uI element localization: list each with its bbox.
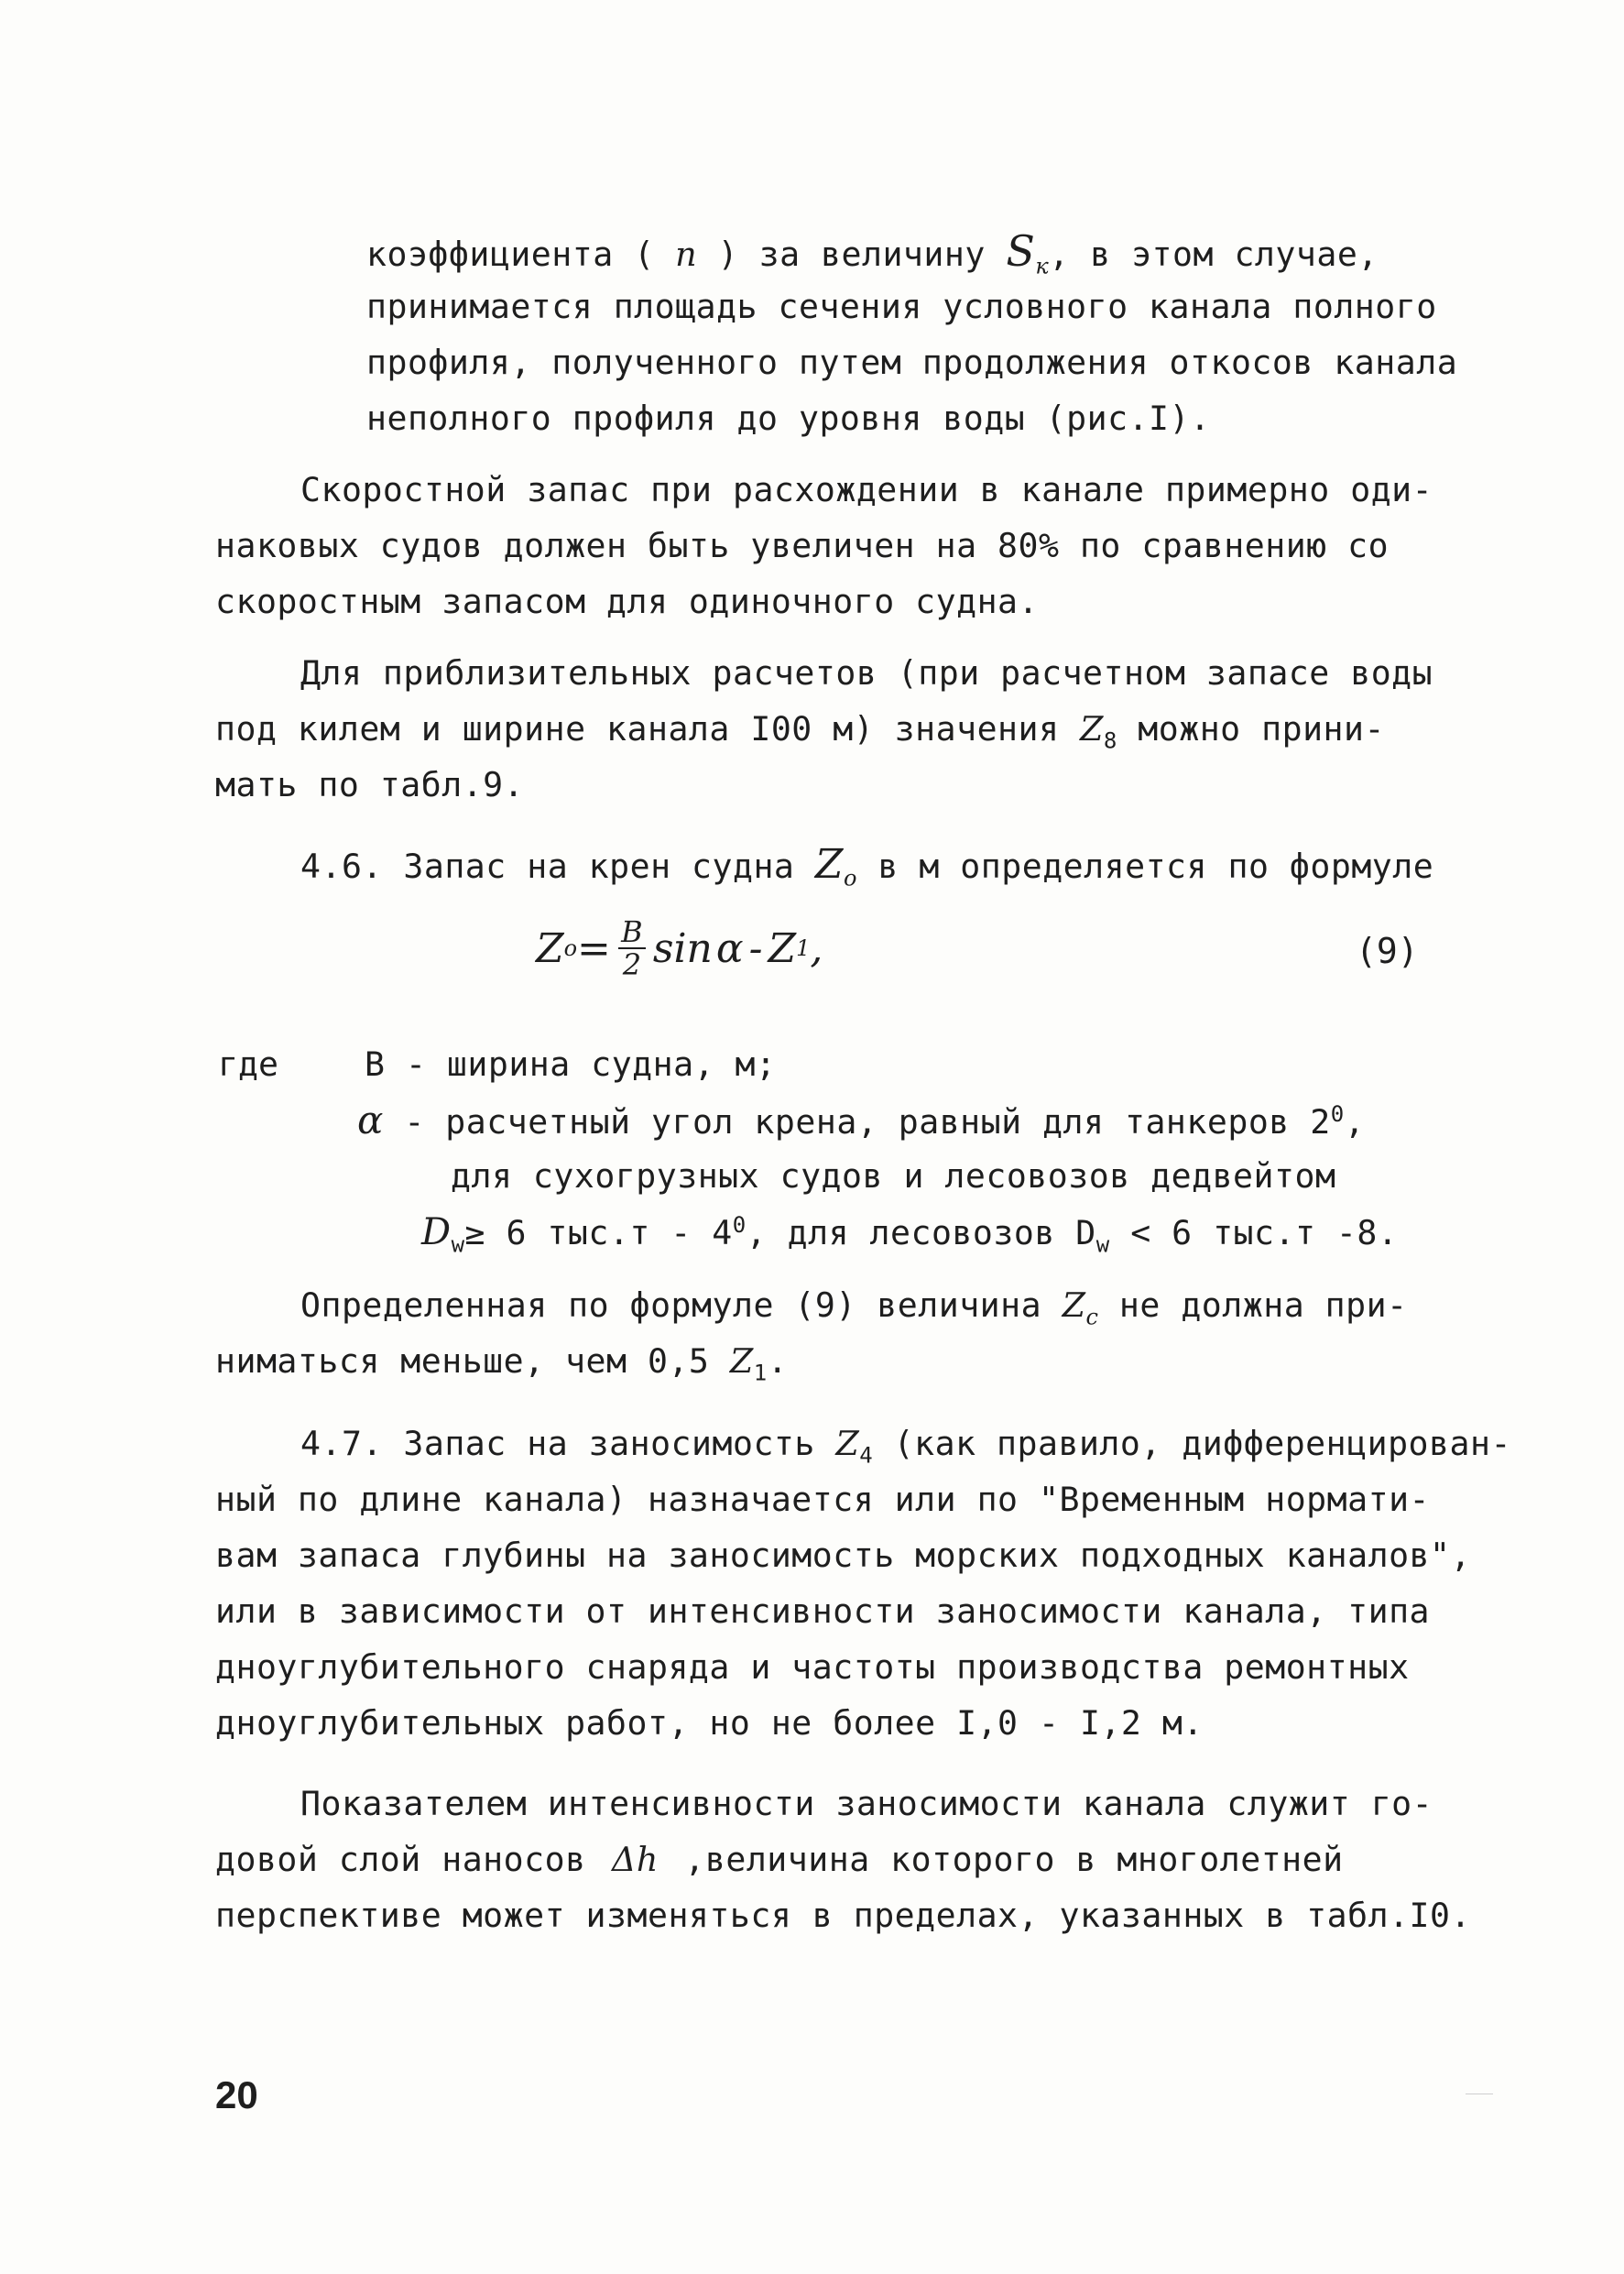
para2-line2: наковых судов должен быть увеличен на 80% по сравнению со — [215, 526, 1390, 565]
text: не должна при- — [1118, 1285, 1408, 1325]
text: , для лесовозов D — [746, 1213, 1096, 1252]
text: под килем и ширине канала I00 м) значения — [215, 709, 1060, 749]
symbol-d: D — [421, 1211, 452, 1253]
para1-line4: неполного профиля до уровня воды (рис.I). — [366, 399, 1211, 438]
text: в м определяется по формуле — [877, 847, 1434, 886]
para2-line3: скоростным запасом для одиночного судна. — [215, 582, 1039, 621]
formula-comma: , — [810, 924, 823, 972]
para3-line2 — [215, 702, 1385, 757]
formula-equals: = — [577, 924, 611, 972]
para5-line3: перспективе может изменяться в пределах, указанных в табл.I0. — [215, 1896, 1471, 1935]
formula-sin: sin — [652, 924, 713, 972]
page-number: 20 — [215, 2073, 258, 2116]
para1-line2: принимается площадь сечения условного канала полного — [366, 287, 1437, 326]
section-4-7-line5: дноуглубительного снаряда и частоты производства ремонтных — [215, 1647, 1410, 1687]
formula-fraction — [618, 916, 646, 980]
symbol-z: Z — [729, 1341, 754, 1381]
symbol-s: S — [1006, 226, 1036, 276]
symbol-sub: 8 — [1103, 727, 1117, 754]
where-dw-line — [421, 1205, 1398, 1261]
symbol-sub: 4 — [859, 1442, 874, 1469]
symbol-z: Z — [1079, 709, 1104, 749]
where-label: где — [218, 1044, 278, 1084]
symbol-n: n — [675, 235, 698, 274]
text: ,величина которого в многолетней — [684, 1840, 1344, 1879]
superscript: 0 — [732, 1211, 747, 1238]
where-alpha-line2: для сухогрузных судов и лесовозов дедвейтом — [451, 1156, 1336, 1196]
equation-number: (9) — [1356, 931, 1419, 971]
subscript: w — [451, 1231, 465, 1258]
para5-line2 — [215, 1832, 1344, 1887]
superscript: 0 — [1330, 1100, 1345, 1127]
formula-minus: - — [748, 924, 763, 972]
symbol-alpha: α — [357, 1098, 384, 1142]
section-4-7-line3: вам запаса глубины на заносимость морских подходных каналов", — [215, 1536, 1471, 1575]
para1-line3: профиля, полученного путем продолжения откосов канала — [366, 343, 1458, 382]
text: - расчетный угол крена, равный для танкеров 2 — [404, 1102, 1331, 1142]
formula-alpha: α — [715, 924, 744, 972]
symbol-sub: к — [1035, 253, 1050, 279]
symbol-sub: 1 — [753, 1360, 768, 1386]
formula-9: Z o = $\frac{B}{2}$ sin α - Z 1 , — [536, 914, 823, 982]
para4-line1 — [300, 1278, 1408, 1333]
text: коэффициента ( — [366, 235, 655, 274]
para4-line2 — [215, 1334, 788, 1389]
fraction-denominator: 2 — [622, 947, 642, 982]
fraction-numerator: B — [621, 914, 643, 949]
formula-z: Z — [536, 924, 564, 972]
symbol-z: Z — [1062, 1285, 1086, 1325]
text: ниматься меньше, чем 0,5 — [215, 1341, 710, 1381]
where-alpha-line1 — [357, 1093, 1365, 1150]
symbol-z: Z — [814, 841, 844, 888]
para2-line1: Скоростной запас при расхождении в канале примерно оди- — [300, 470, 1433, 509]
symbol-sub: o — [843, 865, 857, 891]
section-4-7-line1 — [300, 1416, 1511, 1471]
text: 4.6. Запас на крен судна — [300, 847, 795, 886]
text: Определенная по формуле (9) величина — [300, 1285, 1042, 1325]
text: ) за величину — [717, 235, 986, 274]
para3-line3: мать по табл.9. — [215, 765, 525, 804]
text: < 6 тыс.т -8. — [1130, 1213, 1399, 1252]
subscript: w — [1095, 1231, 1110, 1258]
text: 4.7. Запас на заносимость — [300, 1424, 815, 1463]
formula-z1: Z — [768, 924, 797, 972]
section-4-7-line4: или в зависимости от интенсивности заносимости канала, типа — [215, 1591, 1431, 1631]
where-b-line: В - ширина судна, м; — [365, 1044, 777, 1084]
para1-line1 — [366, 224, 1379, 282]
text: , в этом случае, — [1049, 235, 1379, 274]
text: довой слой наносов — [215, 1840, 586, 1879]
symbol-z: Z — [835, 1424, 860, 1463]
text: можно прини- — [1138, 709, 1385, 749]
section-4-7-line6: дноуглубительных работ, но не более I,0 - I,2 м. — [215, 1703, 1204, 1743]
section-4-7-line2: ный по длине канала) назначается или по "Временным нормати- — [215, 1480, 1431, 1519]
para3-line1: Для приблизительных расчетов (при расчетном запасе воды — [300, 653, 1433, 693]
symbol-delta-h: Δh — [612, 1840, 659, 1879]
text: (как правило, дифференцирован- — [893, 1424, 1511, 1463]
para5-line1: Показателем интенсивности заносимости канала служит го- — [300, 1784, 1433, 1823]
text: , — [1344, 1102, 1366, 1142]
symbol-sub: c — [1085, 1304, 1099, 1330]
text: . — [767, 1341, 789, 1381]
section-4-6 — [300, 837, 1433, 894]
text: ≥ 6 тыс.т - 4 — [464, 1213, 733, 1252]
